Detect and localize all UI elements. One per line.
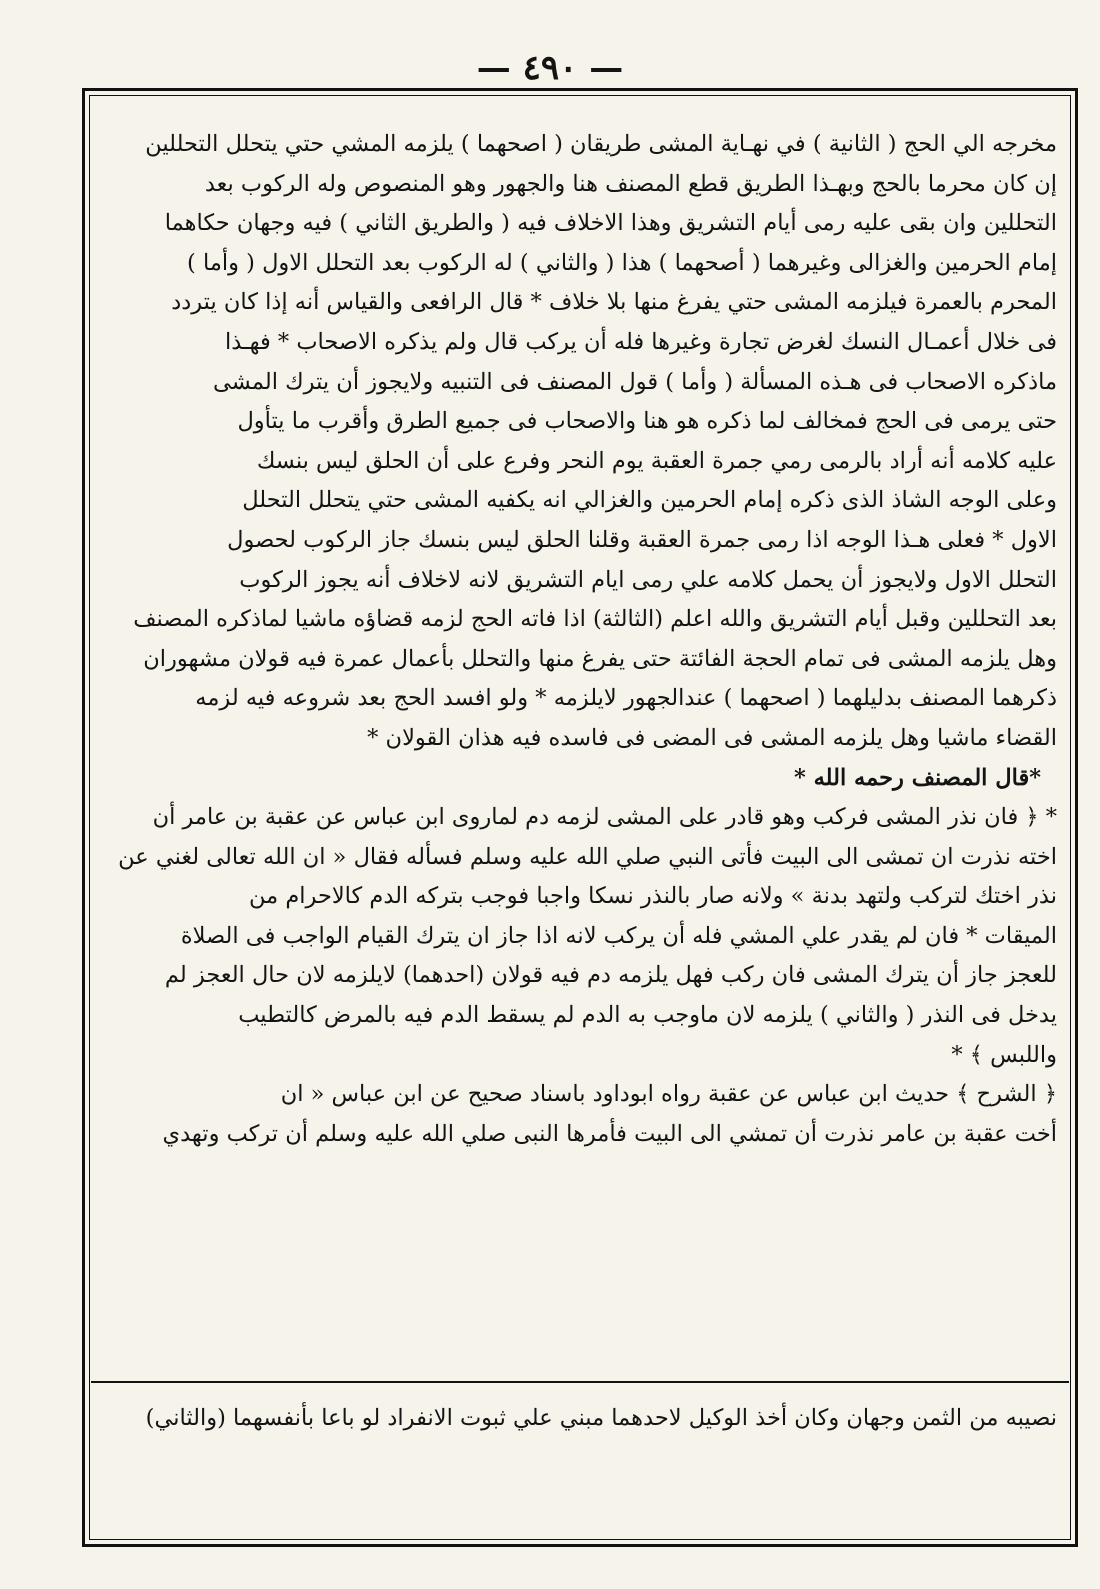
- matn-line: واللبس ﴾ *: [951, 1041, 1057, 1068]
- matn-line: * ﴿ فان نذر المشى فركب وهو قادر على المشى لزمه دم لماروى ابن عباس عن عقبة بن عامر أن: [152, 804, 1057, 831]
- matn-line: الميقات * فان لم يقدر علي المشي فله أن يركب لانه اذا جاز ان يترك القيام الواجب فى الصلاة: [180, 922, 1057, 949]
- text-line: مخرجه الي الحج ( الثانية ) في نهـاية المشى طريقان ( اصحهما ) يلزمه المشي حتي يتحلل التحللين: [145, 131, 1057, 157]
- section-heading: *قال المصنف رحمه الله *: [794, 764, 1041, 791]
- text-line: وهل يلزمه المشى فى تمام الحجة الفائتة حتى يفرغ منها والتحلل بأعمال عمرة فيه قولان مشهوران: [143, 645, 1057, 672]
- page-frame: [82, 88, 1078, 1547]
- text-line: المحرم بالعمرة فيلزمه المشى حتي يفرغ منها بلا خلاف * قال الرافعى والقياس أنه إذا كان يتردد: [171, 289, 1057, 316]
- text-line: فى خلال أعمـال النسك لغرض تجارة وغيرها فله أن يركب قال ولم يذكره الاصحاب * فهـذا: [224, 328, 1057, 355]
- footnote-divider: [91, 1381, 1069, 1383]
- text-line: حتى يرمى فى الحج فمخالف لما ذكره هو هنا والاصحاب فى جميع الطرق وأقرب ما يتأول: [237, 408, 1057, 435]
- text-line: التحلل الاول ولايجوز أن يحمل كلامه علي رمى ايام التشريق لانه لاخلاف أنه يجوز الركوب: [239, 566, 1057, 593]
- text-line: القضاء ماشيا وهل يلزمه المشى فى المضى فى فاسده فيه هذان القولان *: [367, 724, 1057, 751]
- footnote-text: نصيبه من الثمن وجهان وكان أخذ الوكيل لاحدهما مبني علي ثبوت الانفراد لو باعا بأنفسهما (والثاني): [145, 1405, 1057, 1431]
- text-line: إمام الحرمين والغزالى وغيرهما ( أصحهما ) هذا ( والثاني ) له الركوب بعد التحلل الاول ( وأما ): [187, 249, 1057, 276]
- text-line: التحللين وان بقى عليه رمى أيام التشريق وهذا الاخلاف فيه ( والطريق الثاني ) فيه وجهان حكاهما: [164, 210, 1057, 237]
- text-line: ماذكره الاصحاب فى هـذه المسألة ( وأما ) قول المصنف فى التنبيه ولايجوز أن يترك المشى: [213, 368, 1057, 395]
- text-line: عليه كلامه أنه أراد بالرمى رمي جمرة العقبة يوم النحر وفرع على أن الحلق ليس بنسك: [256, 447, 1057, 474]
- matn-line: يدخل فى النذر ( والثاني ) يلزمه لان ماوجب به الدم لم يسقط الدم فيه بالمرض كالتطيب: [238, 1002, 1057, 1029]
- text-line: بعد التحللين وقبل أيام التشريق والله اعلم (الثالثة) اذا فاته الحج لزمه قضاؤه ماشيا لماذكره المصنف: [133, 606, 1057, 633]
- text-line: ذكرهما المصنف بدليلهما ( اصحهما ) عندالجهور لايلزمه * ولو افسد الحج بعد شروعه فيه لزمه: [195, 685, 1057, 712]
- matn-line: اخته نذرت ان تمشى الى البيت فأتى النبي صلي الله عليه وسلم فسأله فقال « ان الله تعالى لغني عن: [118, 843, 1057, 870]
- main-text: [103, 125, 1057, 1154]
- matn-line: للعجز جاز أن يترك المشى فان ركب فهل يلزمه دم فيه قولان (احدهما) لايلزمه لان حال العجز لم: [164, 962, 1057, 989]
- text-line: الاول * فعلى هـذا الوجه اذا رمى جمرة العقبة وقلنا الحلق ليس بنسك جاز الركوب لحصول: [227, 526, 1057, 553]
- text-line: وعلى الوجه الشاذ الذى ذكره إمام الحرمين والغزالي انه يكفيه المشى حتي يتحلل التحلل: [242, 487, 1057, 514]
- text-line: إن كان محرما بالحج وبهـذا الطريق قطع المصنف هنا والجهور وهو المنصوص وله الركوب بعد: [204, 170, 1057, 197]
- sharh-line: ﴿ الشرح ﴾ حديث ابن عباس عن عقبة رواه ابوداود باسناد صحيح عن ابن عباس « ان: [280, 1081, 1057, 1108]
- matn-line: نذر اختك لتركب ولتهد بدنة » ولانه صار بالنذر نسكا واجبا فوجب بتركه الدم كالاحرام من: [249, 883, 1057, 910]
- sharh-line: أخت عقبة بن عامر نذرت أن تمشي الى البيت فأمرها النبى صلي الله عليه وسلم أن تركب وتهدي: [162, 1120, 1057, 1147]
- page-number: — ٤٩٠ —: [476, 48, 624, 88]
